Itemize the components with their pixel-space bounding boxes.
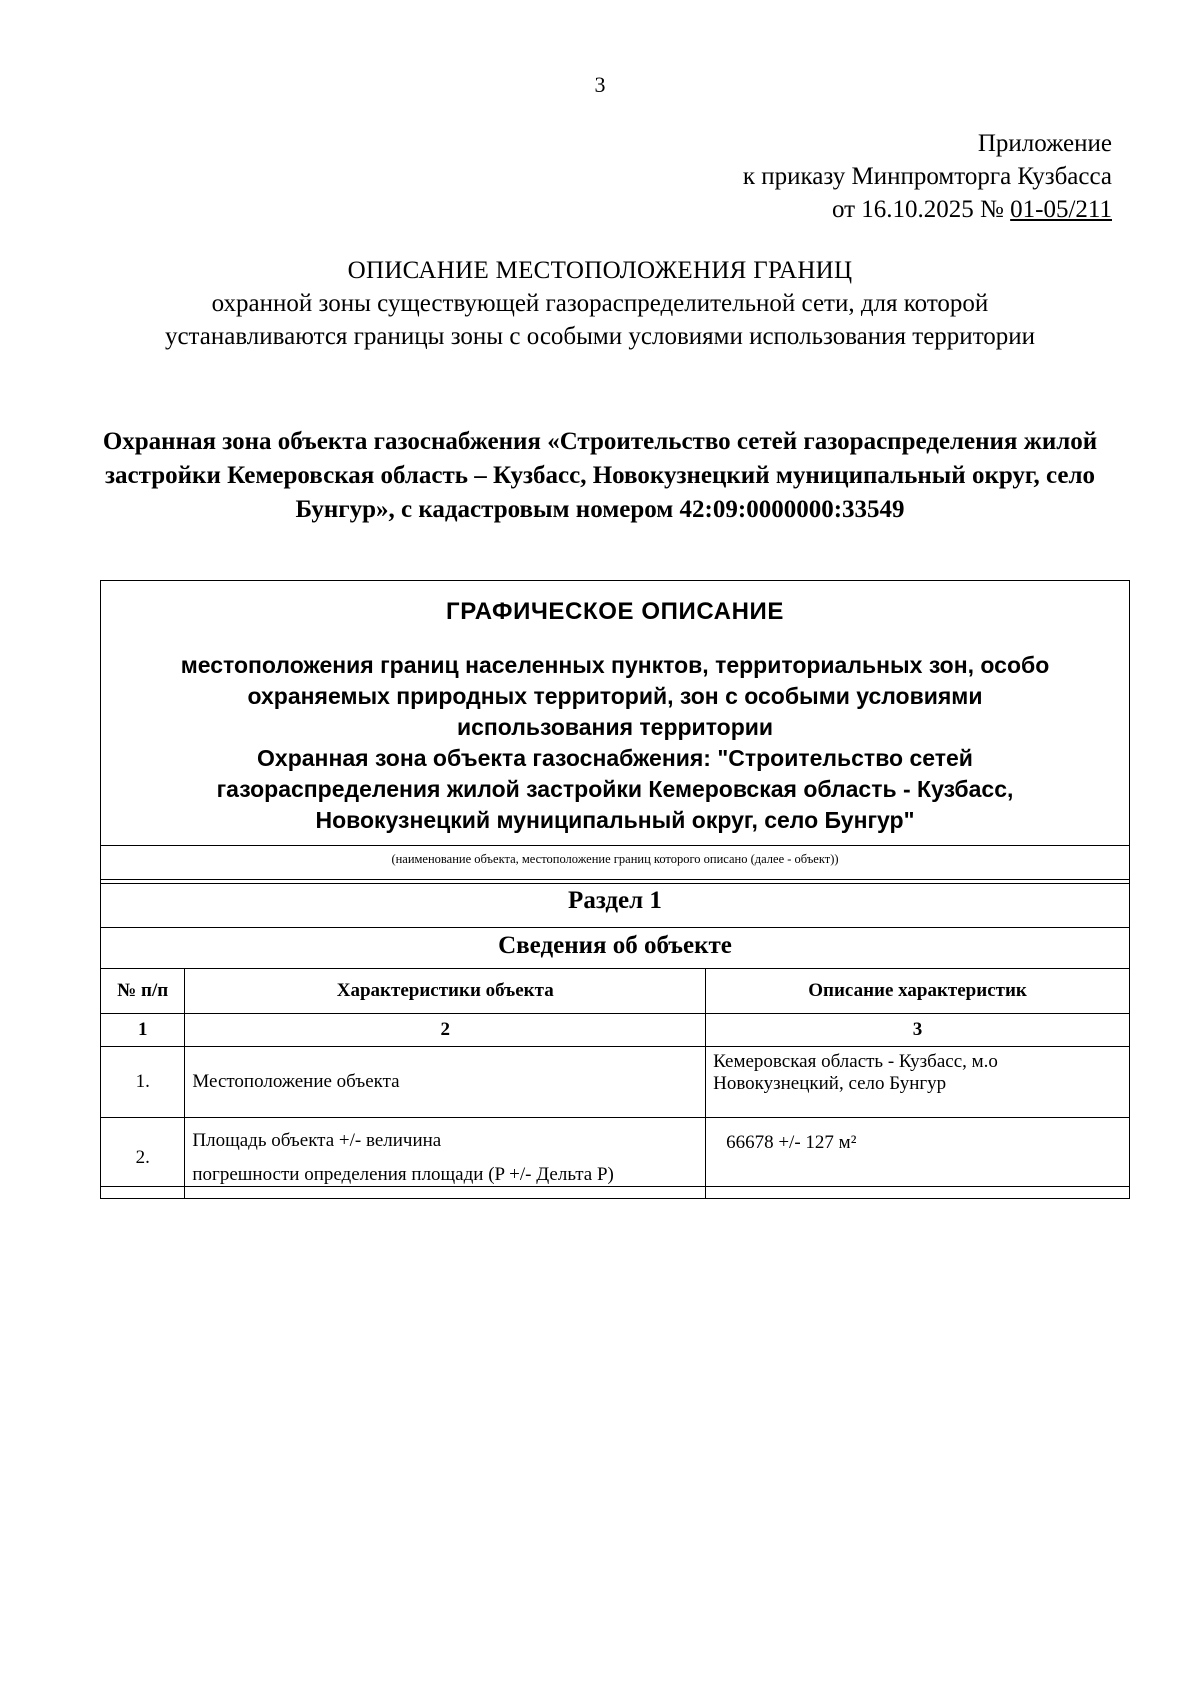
column-number: 3 [706,1014,1130,1047]
order-date-prefix: от 16.10.2025 № [831,196,1004,223]
graphic-desc-line: местоположения границ населенных пунктов, территориальных зон, особо [180,652,1050,678]
graphic-desc-line: Охранная зона объекта газоснабжения: "Строительство сетей [257,745,973,771]
row-value-line: Новокузнецкий, село Бунгур [713,1073,947,1094]
order-number: 01-05/211 [1010,196,1112,223]
table-row [101,1047,1130,1118]
row-value [706,1118,1130,1199]
header-description: Описание характеристик [706,969,1130,1014]
row-value-line: Кемеровская область - Кузбасс, м.о [713,1051,998,1072]
page-number: 3 [594,72,606,97]
graphic-desc-line: охраняемых природных территорий, зон с особыми условиями [247,683,983,709]
row-characteristic [185,1118,706,1199]
graphic-desc-line: Новокузнецкий муниципальный округ, село Бунгур" [315,807,915,833]
header-number: № п/п [101,969,185,1014]
graphic-description-text [120,650,1110,836]
row-characteristic-line: погрешности определения площади (P +/- Дельта P) [192,1164,614,1185]
table-row [101,1118,1130,1199]
area-value: 66678 +/- 127 м² [726,1132,857,1153]
document-title [0,254,1200,353]
divider [100,845,1130,846]
object-info-table [100,968,1130,1199]
appendix-label: Приложение [977,130,1112,157]
row-number: 1. [101,1047,185,1118]
row-value [706,1047,1130,1118]
divider [100,927,1130,928]
graphic-description-heading: ГРАФИЧЕСКОЕ ОПИСАНИЕ [446,598,784,625]
zone-name: Охранная зона объекта газоснабжения «Строительство сетей газораспределения жилой застройки Кемеровская область – Кузбасс, Новокузнецкий муниципальный округ, село Бунгур», с кадастровым номером 42:09:0000000:33549 [102,428,1098,523]
header-characteristic: Характеристики объекта [185,969,706,1014]
column-number-row [101,1014,1130,1047]
row-characteristic-line: Площадь объекта +/- величина [192,1130,442,1151]
object-caption: (наименование объекта, местоположение границ которого описано (далее - объект)) [391,852,839,866]
section-title: Сведения об объекте [498,932,732,959]
appendix-order-date [832,194,1112,226]
divider [100,879,1130,880]
column-number: 1 [101,1014,185,1047]
appendix-order-ref: к приказу Минпромторга Кузбасса [742,163,1112,190]
graphic-desc-line: использования территории [456,714,774,740]
column-number: 2 [185,1014,706,1047]
divider [100,883,1130,884]
row-number: 2. [101,1118,185,1199]
title-main: ОПИСАНИЕ МЕСТОПОЛОЖЕНИЯ ГРАНИЦ [347,257,853,284]
title-subtitle: охранной зоны существующей газораспределительной сети, для которой устанавливаются границы зоны с особыми условиями использования территории [164,290,1036,350]
graphic-desc-line: газораспределения жилой застройки Кемеровская область - Кузбасс, [216,776,1014,802]
table-header-row [101,969,1130,1014]
row-characteristic: Местоположение объекта [185,1047,706,1118]
section-number: Раздел 1 [568,887,662,914]
